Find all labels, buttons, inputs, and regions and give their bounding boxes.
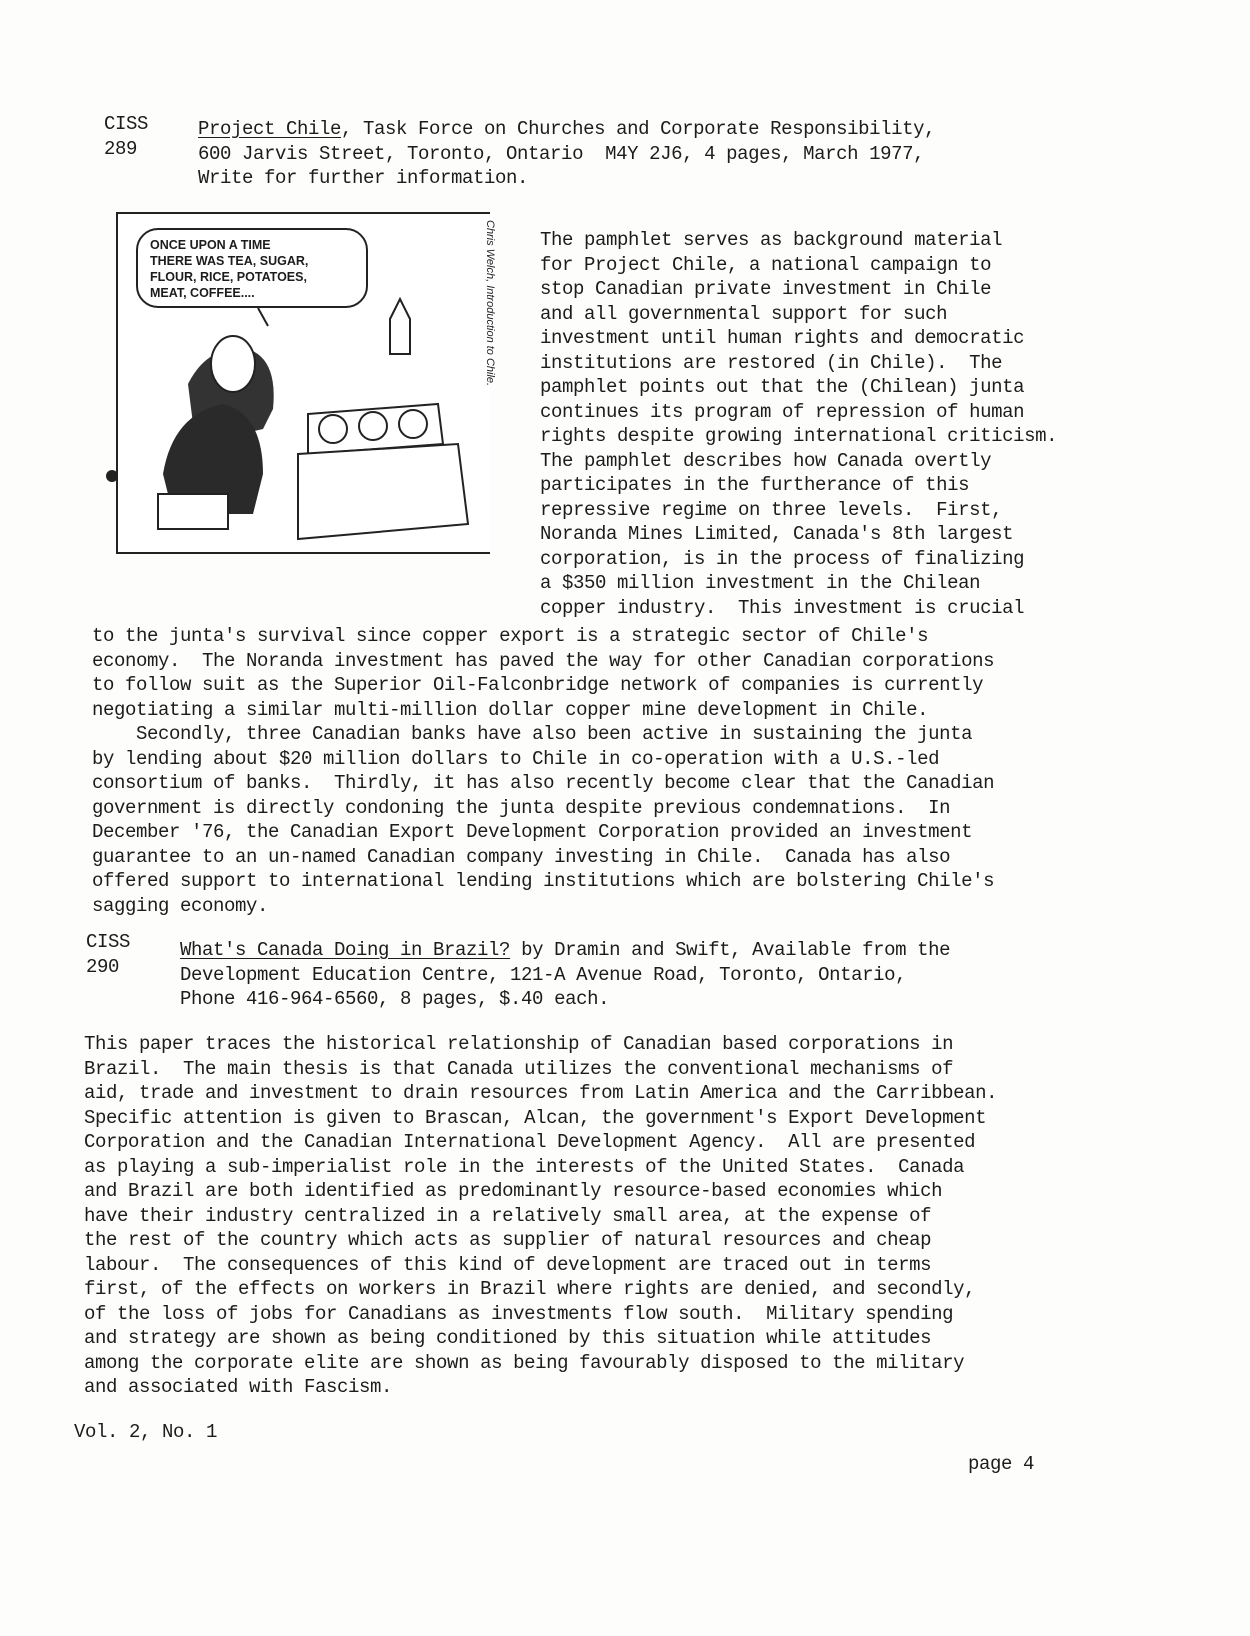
page-number: page 4 — [968, 1453, 1035, 1475]
speech-bubble: ONCE UPON A TIME THERE WAS TEA, SUGAR, FLOUR, RICE, POTATOES, MEAT, COFFEE.... — [136, 228, 368, 308]
text-line: and strategy are shown as being conditioned by this situation while attitudes — [84, 1327, 932, 1349]
text-line: This paper traces the historical relationship of Canadian based corporations in — [84, 1033, 954, 1055]
text-line: the rest of the country which acts as supplier of natural resources and cheap — [84, 1229, 932, 1251]
entry-290-title: What's Canada Doing in Brazil? — [180, 939, 511, 961]
entry-290-code — [86, 930, 130, 979]
text-line: as playing a sub-imperialist role in the interests of the United States. Canada — [84, 1155, 965, 1178]
text-line: repressive regime on three levels. First, — [540, 498, 1003, 521]
punch-hole-mark — [106, 470, 118, 482]
entry-code: CISS — [86, 931, 131, 953]
text-line: and Brazil are both identified as predominantly resource-based economies which — [84, 1180, 943, 1202]
text-line: stop Canadian private investment in Chile — [540, 278, 992, 300]
entry-code: CISS — [104, 113, 149, 135]
text-line: rights despite growing international criticism. — [540, 425, 1058, 447]
text-line: to the junta's survival since copper export is a strategic sector of Chile's — [92, 625, 929, 647]
citation-line: Development Education Centre, 121-A Avenue Road, Toronto, Ontario, — [180, 963, 907, 986]
text-line: among the corporate elite are shown as being favourably disposed to the military — [84, 1351, 965, 1374]
text-line: government is directly condoning the junta despite previous condemnations. In — [92, 796, 951, 819]
text-line: and all governmental support for such — [540, 302, 948, 325]
text-line: corporation, is in the process of finalizing — [540, 547, 1025, 570]
text-line: of the loss of jobs for Canadians as investments flow south. Military spending — [84, 1302, 954, 1325]
citation-line: Write for further information. — [198, 167, 529, 189]
text-line: guarantee to an un-named Canadian company investing in Chile. Canada has also — [92, 845, 951, 868]
text-line: copper industry. This investment is crucial — [540, 596, 1025, 619]
entry-289-title: Project Chile — [198, 118, 342, 140]
text-line: aid, trade and investment to drain resources from Latin America and the Carribbean. — [84, 1082, 998, 1104]
entry-289-full-text — [92, 624, 994, 918]
cartoon-caption: Chris Welch, Introduction to Chile. — [484, 220, 496, 387]
entry-290-citation — [180, 938, 950, 1012]
cartoon-illustration — [116, 212, 496, 554]
text-line: by lending about $20 million dollars to Chile in co-operation with a U.S.-led — [92, 747, 940, 770]
entry-289-code — [104, 112, 148, 161]
text-line: first, of the effects on workers in Brazil where rights are denied, and secondly, — [84, 1278, 976, 1300]
text-line: participates in the furtherance of this — [540, 474, 970, 496]
entry-289-citation — [198, 117, 935, 191]
citation-line: , Task Force on Churches and Corporate Responsibility, — [341, 118, 936, 140]
text-line: The pamphlet serves as background material — [540, 229, 1003, 251]
text-line: investment until human rights and democratic — [540, 327, 1025, 349]
text-line: Corporation and the Canadian International Development Agency. All are presented — [84, 1131, 976, 1153]
entry-290-text — [84, 1032, 997, 1400]
entry-number: 289 — [104, 137, 138, 160]
text-line: have their industry centralized in a relatively small area, at the expense of — [84, 1204, 932, 1227]
text-line: continues its program of repression of human — [540, 400, 1025, 423]
text-line: to follow suit as the Superior Oil-Falconbridge network of companies is currently — [92, 674, 984, 696]
text-line: a $350 million investment in the Chilean — [540, 572, 981, 594]
text-line: and associated with Fascism. — [84, 1376, 393, 1398]
text-line: sagging economy. — [92, 894, 269, 917]
text-line: Noranda Mines Limited, Canada's 8th largest — [540, 523, 1014, 545]
text-line: institutions are restored (in Chile). The — [540, 351, 1003, 374]
entry-number: 290 — [86, 955, 120, 978]
text-line: for Project Chile, a national campaign to — [540, 253, 992, 276]
text-line: offered support to international lending institutions which are bolstering Chile's — [92, 870, 995, 892]
citation-line: Phone 416-964-6560, 8 pages, $.40 each. — [180, 988, 610, 1010]
text-line: Specific attention is given to Brascan, Alcan, the government's Export Development — [84, 1106, 987, 1129]
text-line: economy. The Noranda investment has paved the way for other Canadian corporations — [92, 649, 995, 672]
citation-line: 600 Jarvis Street, Toronto, Ontario M4Y 2J6, 4 pages, March 1977, — [198, 142, 925, 165]
text-line: Secondly, three Canadian banks have also been active in sustaining the junta — [92, 723, 973, 745]
text-line: consortium of banks. Thirdly, it has also recently become clear that the Canadian — [92, 772, 995, 794]
text-line: negotiating a similar multi-million dollar copper mine development in Chile. — [92, 698, 929, 721]
text-line: labour. The consequences of this kind of development are traced out in terms — [84, 1253, 932, 1276]
text-line: December '76, the Canadian Export Development Corporation provided an investment — [92, 821, 973, 843]
citation-line: by Dramin and Swift, Available from the — [510, 939, 951, 961]
text-line: Brazil. The main thesis is that Canada utilizes the conventional mechanisms of — [84, 1057, 954, 1080]
volume-number: Vol. 2, No. 1 — [74, 1421, 218, 1443]
text-line: The pamphlet describes how Canada overtly — [540, 449, 992, 472]
entry-289-column-text — [540, 228, 1057, 620]
text-line: pamphlet points out that the (Chilean) junta — [540, 376, 1025, 398]
